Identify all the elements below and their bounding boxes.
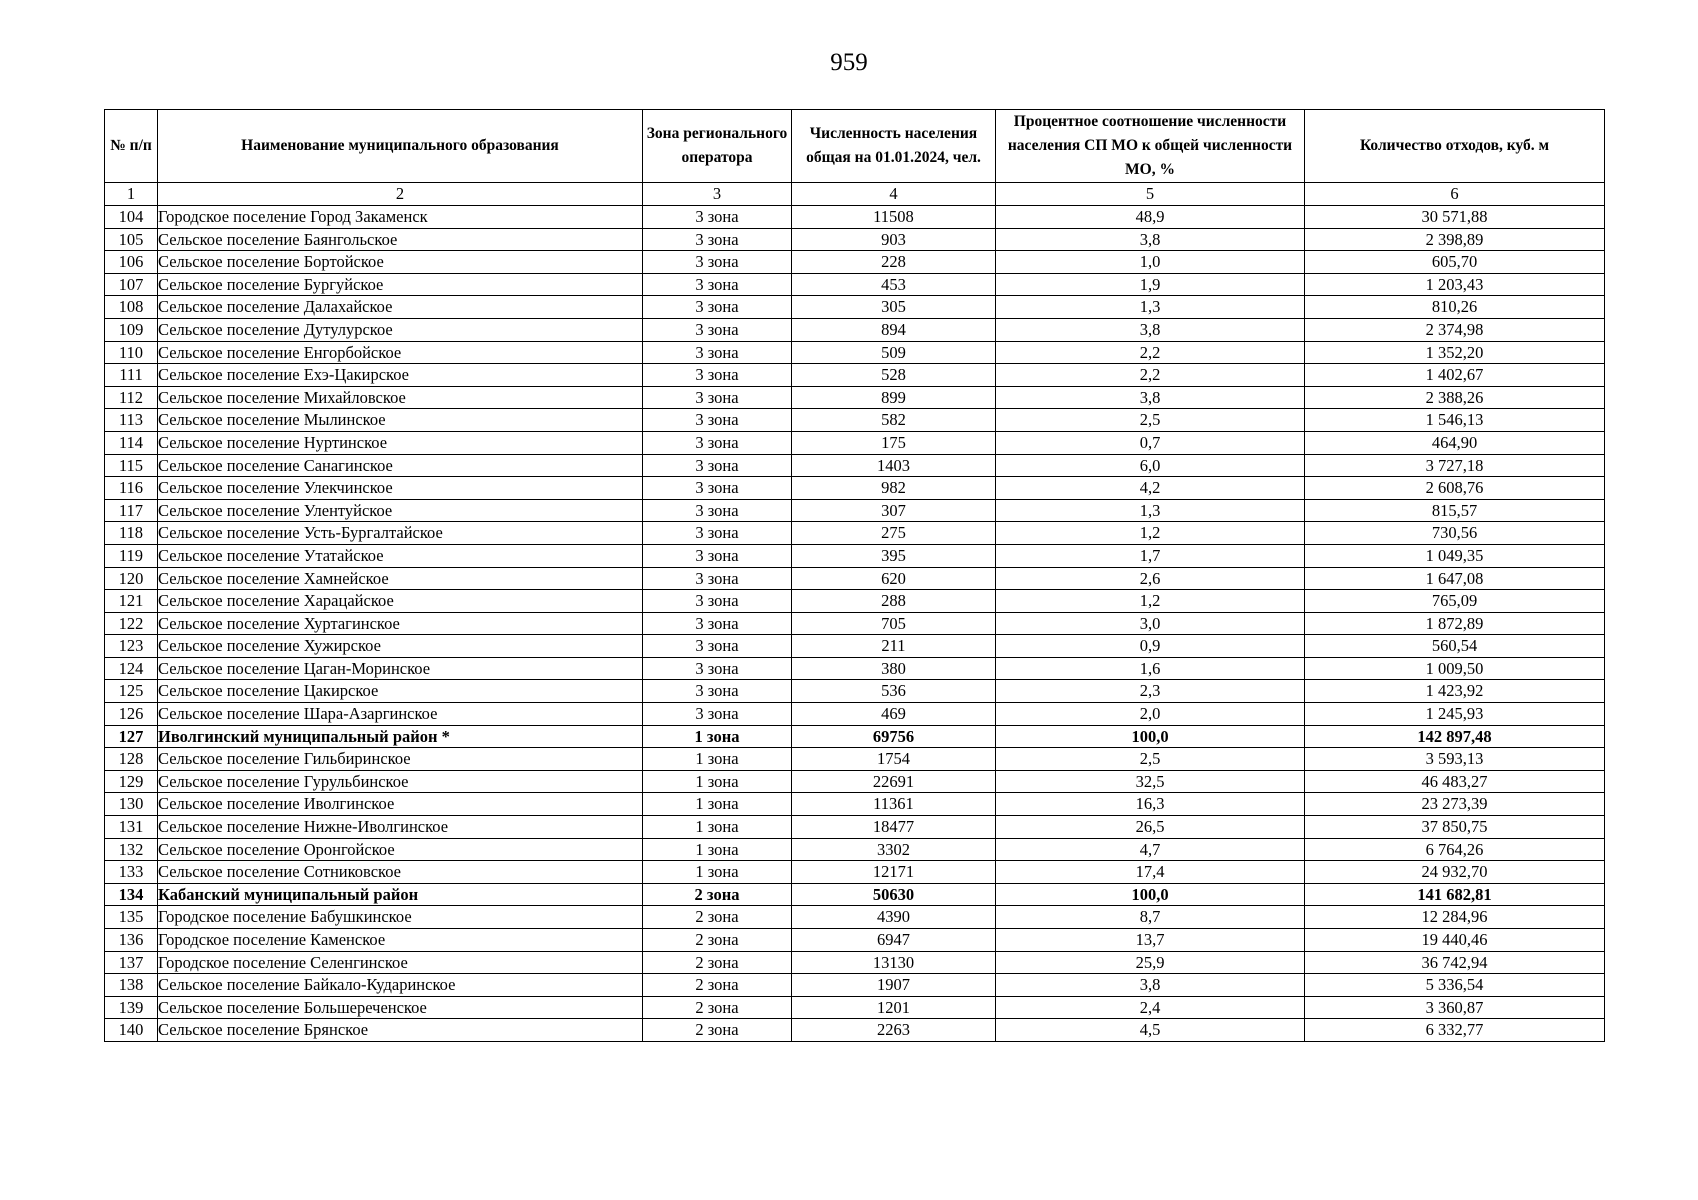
population-cell: 305 [792, 296, 996, 319]
row-number-cell: 104 [105, 206, 158, 229]
operator-zone-cell: 3 зона [643, 341, 792, 364]
population-percent-cell: 2,5 [996, 748, 1305, 771]
row-number-cell: 138 [105, 974, 158, 997]
waste-volume-cell: 37 850,75 [1305, 816, 1605, 839]
operator-zone-cell: 3 зона [643, 318, 792, 341]
waste-volume-cell: 30 571,88 [1305, 206, 1605, 229]
population-percent-cell: 48,9 [996, 206, 1305, 229]
municipality-name-cell: Сельское поселение Хамнейское [158, 567, 643, 590]
operator-zone-cell: 1 зона [643, 861, 792, 884]
population-percent-cell: 2,5 [996, 409, 1305, 432]
table-row [105, 793, 1605, 816]
table-row [105, 251, 1605, 274]
municipality-name-cell: Сельское поселение Нуртинское [158, 431, 643, 454]
table-row [105, 680, 1605, 703]
population-percent-cell: 32,5 [996, 770, 1305, 793]
population-percent-cell: 1,7 [996, 544, 1305, 567]
operator-zone-cell: 2 зона [643, 883, 792, 906]
column-number-row [105, 183, 1605, 206]
waste-volume-cell: 605,70 [1305, 251, 1605, 274]
municipality-name-cell: Сельское поселение Усть-Бургалтайское [158, 522, 643, 545]
operator-zone-cell: 2 зона [643, 996, 792, 1019]
population-percent-cell: 3,0 [996, 612, 1305, 635]
row-number-cell: 137 [105, 951, 158, 974]
row-number-cell: 122 [105, 612, 158, 635]
row-number-cell: 140 [105, 1019, 158, 1042]
column-number: 6 [1305, 183, 1605, 206]
population-percent-cell: 3,8 [996, 974, 1305, 997]
population-cell: 69756 [792, 725, 996, 748]
table-row [105, 861, 1605, 884]
population-cell: 705 [792, 612, 996, 635]
table-row [105, 657, 1605, 680]
population-percent-cell: 1,2 [996, 522, 1305, 545]
table-row [105, 748, 1605, 771]
population-cell: 1754 [792, 748, 996, 771]
operator-zone-cell: 3 зона [643, 567, 792, 590]
population-percent-cell: 1,3 [996, 296, 1305, 319]
population-percent-cell: 2,6 [996, 567, 1305, 590]
municipality-name-cell: Сельское поселение Хужирское [158, 635, 643, 658]
waste-volume-cell: 23 273,39 [1305, 793, 1605, 816]
operator-zone-cell: 3 зона [643, 431, 792, 454]
population-cell: 395 [792, 544, 996, 567]
population-percent-cell: 2,3 [996, 680, 1305, 703]
waste-volume-cell: 3 593,13 [1305, 748, 1605, 771]
table-row [105, 906, 1605, 929]
row-number-cell: 131 [105, 816, 158, 839]
population-percent-cell: 3,8 [996, 318, 1305, 341]
row-number-cell: 116 [105, 477, 158, 500]
table-row [105, 974, 1605, 997]
population-cell: 4390 [792, 906, 996, 929]
waste-volume-cell: 2 374,98 [1305, 318, 1605, 341]
waste-volume-cell: 1 546,13 [1305, 409, 1605, 432]
waste-volume-cell: 3 727,18 [1305, 454, 1605, 477]
row-number-cell: 136 [105, 929, 158, 952]
municipality-name-cell: Сельское поселение Баянгольское [158, 228, 643, 251]
population-percent-cell: 0,7 [996, 431, 1305, 454]
table-row [105, 431, 1605, 454]
waste-volume-cell: 2 608,76 [1305, 477, 1605, 500]
table-header [105, 110, 1605, 206]
population-cell: 175 [792, 431, 996, 454]
table-row [105, 273, 1605, 296]
population-cell: 22691 [792, 770, 996, 793]
table-row [105, 612, 1605, 635]
waste-volume-cell: 730,56 [1305, 522, 1605, 545]
population-percent-cell: 25,9 [996, 951, 1305, 974]
row-number-cell: 139 [105, 996, 158, 1019]
municipality-name-cell: Сельское поселение Михайловское [158, 386, 643, 409]
population-percent-cell: 100,0 [996, 725, 1305, 748]
population-percent-cell: 26,5 [996, 816, 1305, 839]
population-cell: 275 [792, 522, 996, 545]
population-cell: 982 [792, 477, 996, 500]
population-percent-cell: 1,9 [996, 273, 1305, 296]
header-population: Численность населения общая на 01.01.2024, чел. [792, 110, 996, 183]
population-percent-cell: 2,2 [996, 364, 1305, 387]
population-percent-cell: 1,6 [996, 657, 1305, 680]
waste-volume-cell: 2 398,89 [1305, 228, 1605, 251]
table-row [105, 703, 1605, 726]
population-cell: 307 [792, 499, 996, 522]
population-percent-cell: 6,0 [996, 454, 1305, 477]
waste-volume-cell: 1 423,92 [1305, 680, 1605, 703]
operator-zone-cell: 2 зона [643, 1019, 792, 1042]
row-number-cell: 121 [105, 590, 158, 613]
row-number-cell: 129 [105, 770, 158, 793]
population-cell: 228 [792, 251, 996, 274]
population-cell: 2263 [792, 1019, 996, 1042]
population-cell: 582 [792, 409, 996, 432]
row-number-cell: 111 [105, 364, 158, 387]
operator-zone-cell: 1 зона [643, 816, 792, 839]
table-row [105, 567, 1605, 590]
table-row [105, 770, 1605, 793]
column-number: 3 [643, 183, 792, 206]
population-percent-cell: 13,7 [996, 929, 1305, 952]
row-number-cell: 115 [105, 454, 158, 477]
header-row-number: № п/п [105, 110, 158, 183]
municipality-name-cell: Сельское поселение Улентуйское [158, 499, 643, 522]
population-cell: 453 [792, 273, 996, 296]
table-row [105, 929, 1605, 952]
population-percent-cell: 3,8 [996, 386, 1305, 409]
waste-volume-cell: 464,90 [1305, 431, 1605, 454]
waste-volume-cell: 24 932,70 [1305, 861, 1605, 884]
population-percent-cell: 4,7 [996, 838, 1305, 861]
row-number-cell: 125 [105, 680, 158, 703]
header-operator-zone: Зона регионального оператора [643, 110, 792, 183]
population-percent-cell: 2,0 [996, 703, 1305, 726]
population-cell: 18477 [792, 816, 996, 839]
row-number-cell: 114 [105, 431, 158, 454]
operator-zone-cell: 3 зона [643, 703, 792, 726]
table-row [105, 883, 1605, 906]
row-number-cell: 105 [105, 228, 158, 251]
municipality-name-cell: Сельское поселение Гурульбинское [158, 770, 643, 793]
municipality-name-cell: Сельское поселение Цакирское [158, 680, 643, 703]
waste-volume-cell: 142 897,48 [1305, 725, 1605, 748]
row-number-cell: 132 [105, 838, 158, 861]
table-row [105, 590, 1605, 613]
waste-volume-cell: 5 336,54 [1305, 974, 1605, 997]
column-number: 4 [792, 183, 996, 206]
row-number-cell: 135 [105, 906, 158, 929]
municipality-name-cell: Кабанский муниципальный район [158, 883, 643, 906]
table-row [105, 522, 1605, 545]
population-cell: 620 [792, 567, 996, 590]
operator-zone-cell: 3 зона [643, 386, 792, 409]
table-row [105, 409, 1605, 432]
waste-volume-cell: 1 402,67 [1305, 364, 1605, 387]
table-row [105, 838, 1605, 861]
population-percent-cell: 16,3 [996, 793, 1305, 816]
municipality-name-cell: Сельское поселение Дутулурское [158, 318, 643, 341]
operator-zone-cell: 3 зона [643, 454, 792, 477]
operator-zone-cell: 2 зона [643, 929, 792, 952]
column-number: 1 [105, 183, 158, 206]
page-number: 959 [830, 49, 868, 76]
population-cell: 509 [792, 341, 996, 364]
column-number: 5 [996, 183, 1305, 206]
table-row [105, 477, 1605, 500]
population-cell: 13130 [792, 951, 996, 974]
population-cell: 211 [792, 635, 996, 658]
table-body [105, 206, 1605, 1042]
population-cell: 469 [792, 703, 996, 726]
operator-zone-cell: 1 зона [643, 838, 792, 861]
population-cell: 6947 [792, 929, 996, 952]
operator-zone-cell: 3 зона [643, 228, 792, 251]
waste-volume-cell: 1 647,08 [1305, 567, 1605, 590]
population-cell: 894 [792, 318, 996, 341]
row-number-cell: 109 [105, 318, 158, 341]
municipality-name-cell: Сельское поселение Хуртагинское [158, 612, 643, 635]
table-row [105, 341, 1605, 364]
population-cell: 288 [792, 590, 996, 613]
municipality-name-cell: Сельское поселение Утатайское [158, 544, 643, 567]
row-number-cell: 126 [105, 703, 158, 726]
operator-zone-cell: 3 зона [643, 206, 792, 229]
waste-volume-cell: 1 049,35 [1305, 544, 1605, 567]
table-row [105, 951, 1605, 974]
municipality-name-cell: Иволгинский муниципальный район * [158, 725, 643, 748]
waste-volume-cell: 6 332,77 [1305, 1019, 1605, 1042]
waste-volume-cell: 36 742,94 [1305, 951, 1605, 974]
municipality-name-cell: Сельское поселение Мылинское [158, 409, 643, 432]
operator-zone-cell: 2 зона [643, 974, 792, 997]
row-number-cell: 118 [105, 522, 158, 545]
municipality-name-cell: Городское поселение Город Закаменск [158, 206, 643, 229]
waste-volume-cell: 6 764,26 [1305, 838, 1605, 861]
municipality-name-cell: Сельское поселение Большереченское [158, 996, 643, 1019]
municipality-name-cell: Городское поселение Селенгинское [158, 951, 643, 974]
population-cell: 50630 [792, 883, 996, 906]
operator-zone-cell: 3 зона [643, 635, 792, 658]
operator-zone-cell: 3 зона [643, 409, 792, 432]
row-number-cell: 119 [105, 544, 158, 567]
population-percent-cell: 3,8 [996, 228, 1305, 251]
operator-zone-cell: 3 зона [643, 477, 792, 500]
waste-volume-cell: 12 284,96 [1305, 906, 1605, 929]
waste-volume-cell: 560,54 [1305, 635, 1605, 658]
header-waste-volume: Количество отходов, куб. м [1305, 110, 1605, 183]
table-row [105, 996, 1605, 1019]
population-percent-cell: 2,2 [996, 341, 1305, 364]
municipality-name-cell: Сельское поселение Иволгинское [158, 793, 643, 816]
population-percent-cell: 8,7 [996, 906, 1305, 929]
operator-zone-cell: 3 зона [643, 296, 792, 319]
waste-volume-cell: 815,57 [1305, 499, 1605, 522]
municipality-name-cell: Сельское поселение Шара-Азаргинское [158, 703, 643, 726]
waste-volume-cell: 810,26 [1305, 296, 1605, 319]
table-row [105, 544, 1605, 567]
operator-zone-cell: 3 зона [643, 251, 792, 274]
population-cell: 536 [792, 680, 996, 703]
population-cell: 380 [792, 657, 996, 680]
operator-zone-cell: 3 зона [643, 499, 792, 522]
table-row [105, 206, 1605, 229]
population-percent-cell: 4,5 [996, 1019, 1305, 1042]
operator-zone-cell: 3 зона [643, 612, 792, 635]
population-cell: 3302 [792, 838, 996, 861]
waste-volume-cell: 1 352,20 [1305, 341, 1605, 364]
operator-zone-cell: 1 зона [643, 770, 792, 793]
municipality-name-cell: Сельское поселение Гильбиринское [158, 748, 643, 771]
row-number-cell: 124 [105, 657, 158, 680]
municipality-name-cell: Сельское поселение Далахайское [158, 296, 643, 319]
municipality-name-cell: Сельское поселение Бортойское [158, 251, 643, 274]
row-number-cell: 133 [105, 861, 158, 884]
operator-zone-cell: 1 зона [643, 725, 792, 748]
row-number-cell: 108 [105, 296, 158, 319]
operator-zone-cell: 3 зона [643, 544, 792, 567]
waste-volume-cell: 1 009,50 [1305, 657, 1605, 680]
table-row [105, 318, 1605, 341]
row-number-cell: 127 [105, 725, 158, 748]
municipality-name-cell: Городское поселение Бабушкинское [158, 906, 643, 929]
population-cell: 899 [792, 386, 996, 409]
population-percent-cell: 4,2 [996, 477, 1305, 500]
waste-volume-cell: 1 245,93 [1305, 703, 1605, 726]
table-row [105, 499, 1605, 522]
table-row [105, 228, 1605, 251]
header-municipality-name: Наименование муниципального образования [158, 110, 643, 183]
municipality-name-cell: Сельское поселение Улекчинское [158, 477, 643, 500]
operator-zone-cell: 3 зона [643, 590, 792, 613]
row-number-cell: 112 [105, 386, 158, 409]
row-number-cell: 110 [105, 341, 158, 364]
table-row [105, 725, 1605, 748]
population-percent-cell: 17,4 [996, 861, 1305, 884]
municipality-name-cell: Сельское поселение Оронгойское [158, 838, 643, 861]
operator-zone-cell: 3 зона [643, 273, 792, 296]
population-percent-cell: 2,4 [996, 996, 1305, 1019]
municipality-name-cell: Сельское поселение Сотниковское [158, 861, 643, 884]
row-number-cell: 130 [105, 793, 158, 816]
population-cell: 1201 [792, 996, 996, 1019]
row-number-cell: 106 [105, 251, 158, 274]
row-number-cell: 117 [105, 499, 158, 522]
operator-zone-cell: 3 зона [643, 657, 792, 680]
municipality-name-cell: Сельское поселение Енгорбойское [158, 341, 643, 364]
operator-zone-cell: 3 зона [643, 680, 792, 703]
row-number-cell: 123 [105, 635, 158, 658]
population-percent-cell: 0,9 [996, 635, 1305, 658]
municipality-name-cell: Сельское поселение Нижне-Иволгинское [158, 816, 643, 839]
table-row [105, 635, 1605, 658]
population-cell: 12171 [792, 861, 996, 884]
table-row [105, 386, 1605, 409]
table-row [105, 1019, 1605, 1042]
operator-zone-cell: 1 зона [643, 748, 792, 771]
operator-zone-cell: 1 зона [643, 793, 792, 816]
municipality-name-cell: Сельское поселение Цаган-Моринское [158, 657, 643, 680]
waste-table [104, 109, 1605, 1042]
row-number-cell: 128 [105, 748, 158, 771]
municipality-name-cell: Сельское поселение Байкало-Кударинское [158, 974, 643, 997]
operator-zone-cell: 3 зона [643, 364, 792, 387]
population-cell: 528 [792, 364, 996, 387]
waste-volume-cell: 19 440,46 [1305, 929, 1605, 952]
operator-zone-cell: 2 зона [643, 906, 792, 929]
column-number: 2 [158, 183, 643, 206]
table-row [105, 454, 1605, 477]
waste-volume-cell: 141 682,81 [1305, 883, 1605, 906]
population-percent-cell: 100,0 [996, 883, 1305, 906]
row-number-cell: 113 [105, 409, 158, 432]
population-cell: 1403 [792, 454, 996, 477]
header-population-percent: Процентное соотношение численности населения СП МО к общей численности МО, % [996, 110, 1305, 183]
municipality-name-cell: Сельское поселение Санагинское [158, 454, 643, 477]
municipality-name-cell: Сельское поселение Брянское [158, 1019, 643, 1042]
population-percent-cell: 1,2 [996, 590, 1305, 613]
row-number-cell: 120 [105, 567, 158, 590]
municipality-name-cell: Сельское поселение Ехэ-Цакирское [158, 364, 643, 387]
operator-zone-cell: 2 зона [643, 951, 792, 974]
row-number-cell: 134 [105, 883, 158, 906]
waste-volume-cell: 1 203,43 [1305, 273, 1605, 296]
waste-volume-cell: 1 872,89 [1305, 612, 1605, 635]
population-cell: 903 [792, 228, 996, 251]
municipality-name-cell: Сельское поселение Харацайское [158, 590, 643, 613]
population-cell: 11361 [792, 793, 996, 816]
waste-volume-cell: 2 388,26 [1305, 386, 1605, 409]
operator-zone-cell: 3 зона [643, 522, 792, 545]
table-row [105, 296, 1605, 319]
waste-volume-cell: 46 483,27 [1305, 770, 1605, 793]
waste-volume-cell: 765,09 [1305, 590, 1605, 613]
population-cell: 1907 [792, 974, 996, 997]
municipality-name-cell: Сельское поселение Бургуйское [158, 273, 643, 296]
population-cell: 11508 [792, 206, 996, 229]
population-percent-cell: 1,0 [996, 251, 1305, 274]
row-number-cell: 107 [105, 273, 158, 296]
table-row [105, 816, 1605, 839]
waste-volume-cell: 3 360,87 [1305, 996, 1605, 1019]
population-percent-cell: 1,3 [996, 499, 1305, 522]
municipality-name-cell: Городское поселение Каменское [158, 929, 643, 952]
table-row [105, 364, 1605, 387]
